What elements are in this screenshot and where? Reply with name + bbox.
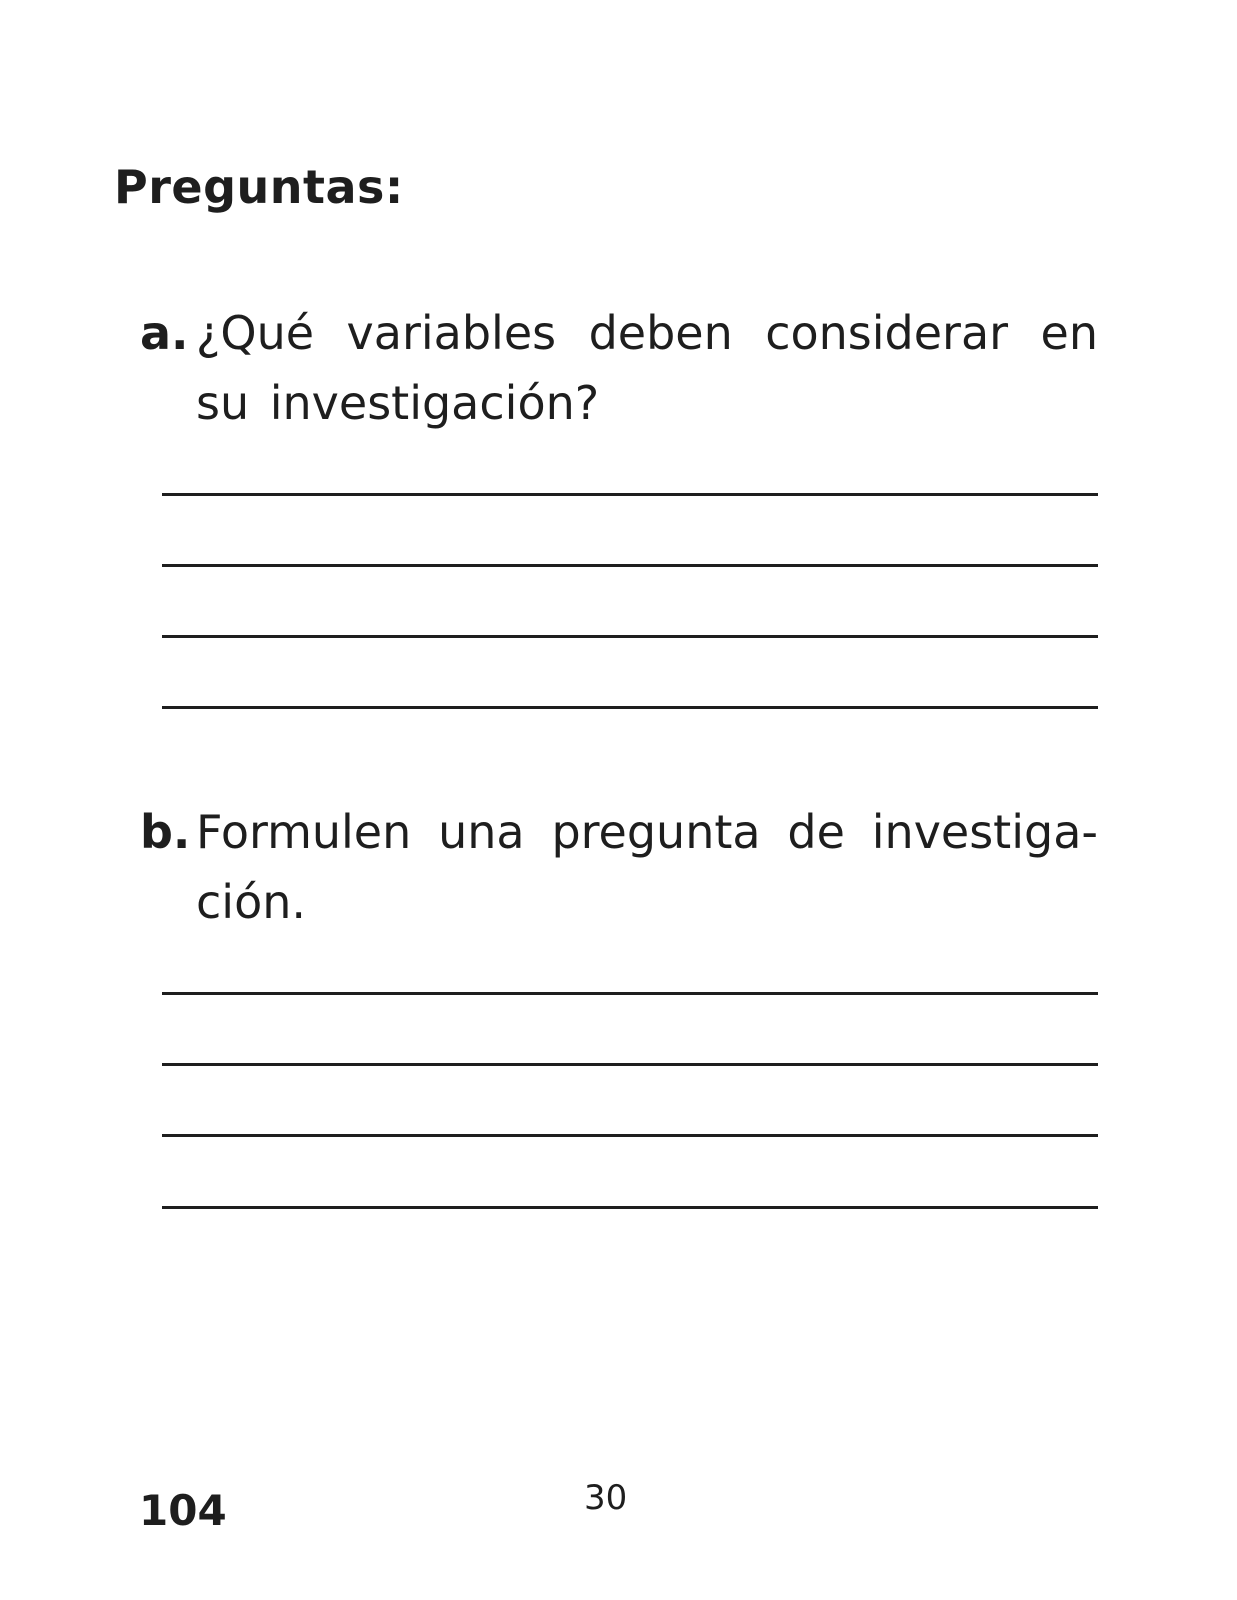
question-letter: a.	[140, 306, 189, 360]
section-heading: Preguntas:	[114, 160, 404, 214]
page-number: 104	[139, 1486, 227, 1535]
answer-line[interactable]	[162, 635, 1098, 638]
answer-line[interactable]	[162, 1063, 1098, 1066]
answer-line[interactable]	[162, 706, 1098, 709]
question-b	[140, 797, 1098, 937]
question-a	[140, 298, 1098, 438]
answer-line[interactable]	[162, 1134, 1098, 1137]
question-letter: b.	[140, 805, 191, 859]
answer-line[interactable]	[162, 493, 1098, 496]
center-page-number: 30	[584, 1478, 628, 1518]
answer-line[interactable]	[162, 564, 1098, 567]
question-text: Formulen una pregunta de investiga-ción.	[196, 805, 1098, 929]
question-text: ¿Qué variables deben considerar en su investigación?	[196, 306, 1098, 430]
answer-line[interactable]	[162, 992, 1098, 995]
answer-line[interactable]	[162, 1206, 1098, 1209]
